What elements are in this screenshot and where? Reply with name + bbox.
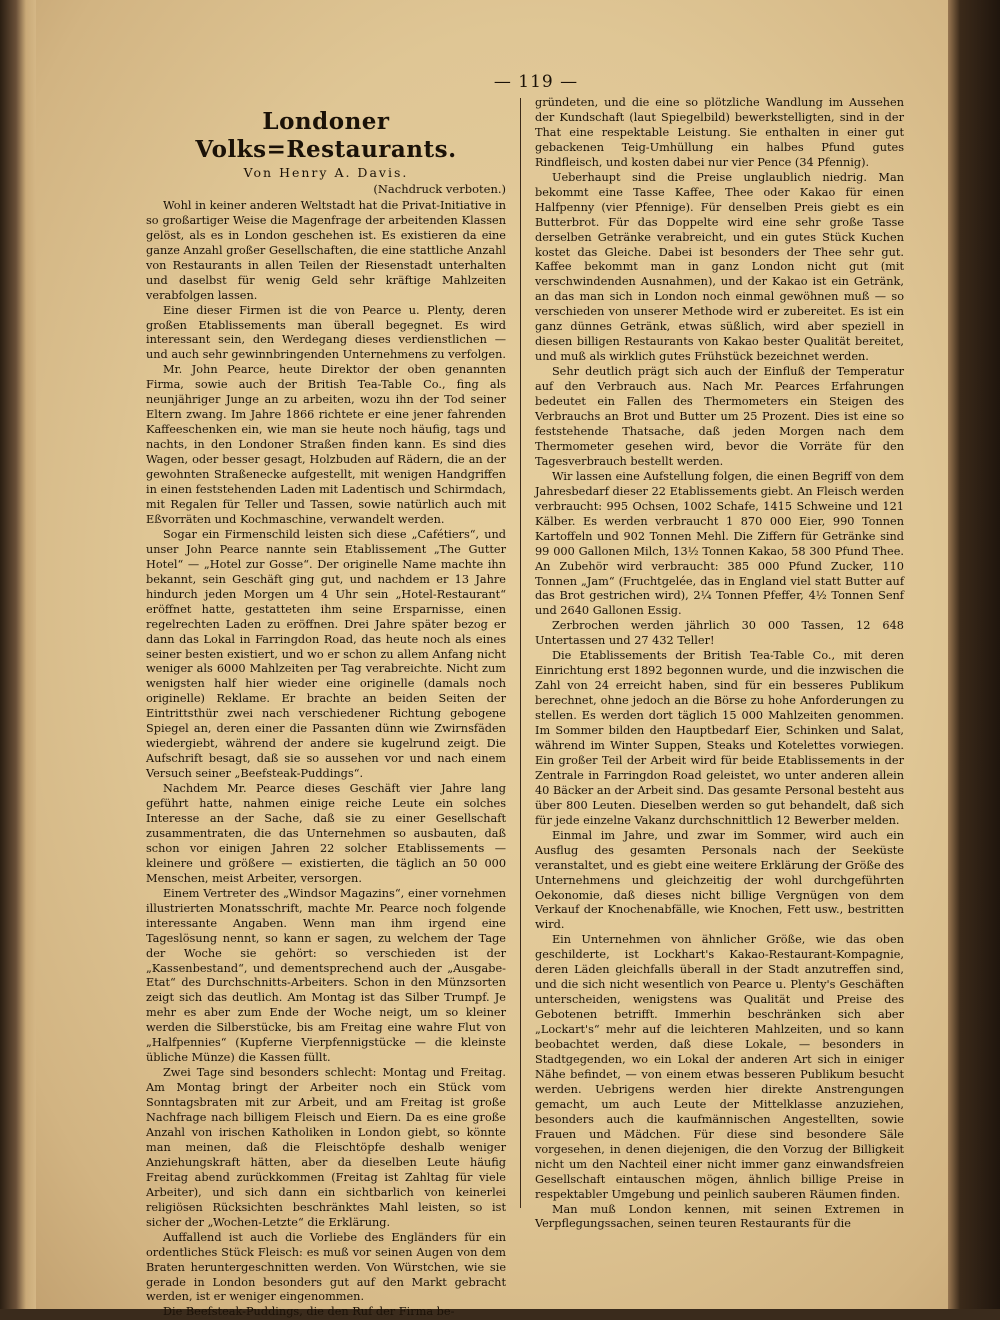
newspaper-page xyxy=(36,0,948,1319)
paragraph: Einmal im Jahre, und zwar im Sommer, wird auch ein Ausflug des gesamten Personals nach der Seeküste veranstaltet, und es giebt eine weitere Erklärung der Größe des Unternehmens und gleichzeitig der wohl durchgeführten Oekonomie, daß dieses nicht billige Vergnügen von dem Verkauf der Knochenabfälle, wie Knochen, Fett usw., bestritten wird. xyxy=(535,828,904,932)
paragraph: Sehr deutlich prägt sich auch der Einfluß der Temperatur auf den Verbrauch aus. Nach Mr. Pearces Erfahrungen bedeutet ein Fallen des Thermometers ein Steigen des Verbrauchs an Brot und Butter um 25 Prozent. Dies ist eine so feststehende Thatsache, daß jeden Morgen nach dem Thermometer gesehen wird, bevor die Vorräte für den Tagesverbrauch bestellt werden. xyxy=(535,365,904,468)
paragraph: gründeten, und die eine so plötzliche Wandlung im Aussehen der Kundschaft (laut Spiegelbild) bewerkstelligten, sind in der That eine respektable Leistung. Sie enthalten in einer gut gebackenen Teig-Umhüllung ein halbes Pfund gutes Rindfleisch, und kosten dabei nur vier Pence (34 Pfennig). xyxy=(535,96,904,169)
copyright-note: (Nachdruck verboten.) xyxy=(373,181,506,196)
right-column xyxy=(535,96,904,1231)
paragraph: Ein Unternehmen von ähnlicher Größe, wie das oben geschilderte, ist Lockhart's Kakao-Restaurant-Kompagnie, deren Läden gleichfalls überall in der Stadt anzutreffen sind, und die sich nicht wesentlich von Pearce u. Plenty's Geschäften unterscheiden, wenigstens was Qualität und Preise des Gebotenen betrifft. Immerhin beschränken sich aber „Lockart's“ mehr auf die leichteren Mahlzeiten, und so kann beobachtet werden, daß diese Lokale, — besonders in Stadtgegenden, wo ein Lokal der anderen Art sich in einiger Nähe befindet, — von einem etwas besseren Publikum besucht werden. Uebrigens werden hier direkte Anstrengungen gemacht, um auch Leute der Mittelklasse anzuziehen, besonders auch die kaufmännischen Angestellten, sowie Frauen und Mädchen. Für diese sind besondere Säle vorgesehen, in denen diejenigen, die den Vorzug der Billigkeit nicht um den Nachteil einer nicht immer ganz einwandsfreien Gesellschaft eintauschen mögen, ähnlich billige Preise in respektabler Umgebung und peinlich sauberen Räumen finden. xyxy=(535,933,904,1201)
column-divider xyxy=(520,98,521,1208)
paragraph: Einem Vertreter des „Windsor Magazins“, einer vornehmen illustrierten Monatsschrift, machte Mr. Pearce noch folgende interessante Angaben. Wenn man ihm irgend eine Tageslösung nennt, so kann er sagen, zu welchem der Tage der Woche sie gehört: so verschieden ist der „Kassenbestand“, und dementsprechend auch der „Ausgabe-Etat“ des Durchschnitts-Arbeiters. Schon in den Münzsorten zeigt sich das deutlich. Am Montag ist das Silber Trumpf. Je mehr es aber zum Ende der Woche neigt, um so kleiner werden die Silberstücke, bis am Freitag eine wahre Flut von „Halfpennies“ (Kupferne Vierpfennigstücke — die kleinste übliche Münze) die Kassen füllt. xyxy=(146,886,506,1065)
page-number: — 119 — xyxy=(493,72,579,92)
paragraph: Wohl in keiner anderen Weltstadt hat die Privat-Initiative in so großartiger Weise die Magenfrage der arbeitenden Klassen gelöst, als es in London geschehen ist. Es existieren da eine ganze Anzahl großer Gesellschaften, die eine stattliche Anzahl von Restaurants in allen Teilen der Riesenstadt unterhalten und daselbst für wenig Geld sehr kräftige Mahlzeiten verabfolgen lassen. xyxy=(146,198,506,302)
paragraph: Zerbrochen werden jährlich 30 000 Tassen, 12 648 Untertassen und 27 432 Teller! xyxy=(535,619,904,648)
paragraph: Ueberhaupt sind die Preise unglaublich niedrig. Man bekommt eine Tasse Kaffee, Thee oder Kakao für einen Halfpenny (vier Pfennige). Für denselben Preis giebt es ein Butterbrot. Für das Doppelte wird eine sehr große Tasse derselben Getränke verabreicht, und ein gutes Stück Kuchen kostet das Gleiche. Dabei ist besonders der Thee sehr gut. Kaffee bekommt man in ganz London nicht gut (mit verschwindenden Ausnahmen), und der Kakao ist ein Getränk, an das man sich in London noch einmal gewöhnen muß — so verschieden von unserer Methode wird er zubereitet. Es ist ein ganz dünnes Getränk, etwas süßlich, wird aber speziell in diesen billigen Restaurants von Kakao bester Qualität bereitet, und muß als wirklich gutes Frühstück bezeichnet werden. xyxy=(535,170,904,364)
paragraph: Nachdem Mr. Pearce dieses Geschäft vier Jahre lang geführt hatte, nahmen einige reiche Leute ein solches Interesse an der Sache, daß sie zu einer Gesellschaft zusammentraten, die das Unternehmen so ausbauten, daß schon vor einigen Jahren 22 solcher Etablissements — kleinere und größere — existierten, die täglich an 50 000 Menschen, meist Arbeiter, versorgen. xyxy=(146,782,506,885)
byline: Von Henry A. Davis. xyxy=(243,165,409,180)
paragraph: Die Etablissements der British Tea-Table Co., mit deren Einrichtung erst 1892 begonnen wurde, und die inzwischen die Zahl von 24 erreicht haben, sind für ein besseres Publikum berechnet, ohne jedoch an die Börse zu hohe Anforderungen zu stellen. Es werden dort täglich 15 000 Mahlzeiten genommen. Im Sommer bilden den Hauptbedarf Eier, Schinken und Salat, während im Winter Suppen, Steaks und Kotelettes vorwiegen. Ein großer Teil der Arbeit wird für beide Etablissements in der Zentrale in Farringdon Road geleistet, wo unter anderen allein 40 Bäcker an der Arbeit sind. Das gesamte Personal besteht aus über 800 Leuten. Dieselben werden so gut behandelt, daß sich für jede einzelne Vakanz durchschnittlich 12 Bewerber melden. xyxy=(535,649,904,827)
paragraph: Sogar ein Firmenschild leisten sich diese „Cafétiers“, und unser John Pearce nannte sein Etablissement „The Gutter Hotel“ — „Hotel zur Gosse“. Der originelle Name machte ihn bekannt, sein Geschäft ging gut, und nachdem er 13 Jahre hindurch jeden Morgen um 4 Uhr sein „Hotel-Restaurant“ eröffnet hatte, gestatteten ihm seine Ersparnisse, einen regelrechten Laden zu eröffnen. Drei Jahre später bezog er dann das Lokal in Farringdon Road, das heute noch als eines seiner besten existiert, und wo er schon zu allem Anfang nicht weniger als 6000 Mahlzeiten per Tag verabreichte. Nicht zum wenigsten half hier wieder eine originelle (damals noch originelle) Reklame. Er brachte an beiden Seiten der Eintrittsthür zwei nach verschiedener Richtung gebogene Spiegel an, deren einer die Passanten dünn wie Zwirnsfäden wiedergiebt, während der andere sie kugelrund zeigt. Die Aufschrift besagt, daß sie so aussehen vor und nach einem Versuch seiner „Beefsteak-Puddings“. xyxy=(146,527,506,781)
paragraph: Man muß London kennen, mit seinen Extremen in Verpflegungssachen, seinen teuren Restaurants für die xyxy=(535,1202,904,1231)
paragraph: Wir lassen eine Aufstellung folgen, die einen Begriff von dem Jahresbedarf dieser 22 Etablissements giebt. An Fleisch werden verbraucht: 995 Ochsen, 1002 Schafe, 1415 Schweine und 121 Kälber. Es werden verbraucht 1 870 000 Eier, 990 Tonnen Kartoffeln und 902 Tonnen Mehl. Die Ziffern für Getränke sind 99 000 Gallonen Milch, 13½ Tonnen Kakao, 58 300 Pfund Thee. An Zubehör wird verbraucht: 385 000 Pfund Zucker, 110 Tonnen „Jam“ (Fruchtgelée, das in England viel statt Butter auf das Brot gestrichen wird), 2¼ Tonnen Pfeffer, 4½ Tonnen Senf und 2640 Gallonen Essig. xyxy=(535,469,904,618)
left-column xyxy=(146,96,506,1319)
paragraph: Die Beefsteak-Puddings, die den Ruf der Firma be- xyxy=(162,1305,455,1319)
paragraph: Mr. John Pearce, heute Direktor der oben genannten Firma, sowie auch der British Tea-Table Co., fing als neunjähriger Junge an zu arbeiten, wozu ihn der Tod seiner Eltern zwang. Im Jahre 1866 richtete er eine jener fahrenden Kaffeeschenken ein, wie man sie heute noch häufig, tags und nachts, in den Londoner Straßen finden kann. Es sind dies Wagen, oder besser gesagt, Holzbuden auf Rädern, die an der gewohnten Straßenecke aufgestellt, mit wenigen Handgriffen in einen feststehenden Laden mit Ladentisch und Schirmdach, mit Regalen für Teller und Tassen, sowie natürlich auch mit Eßvorräten und Kochmaschine, verwandelt werden. xyxy=(146,363,506,526)
paragraph: Auffallend ist auch die Vorliebe des Engländers für ein ordentliches Stück Fleisch: es muß vor seinen Augen von dem Braten heruntergeschnitten werden. Von Würstchen, wie sie gerade in London besonders gut auf den Markt gebracht werden, ist er weniger eingenommen. xyxy=(146,1230,506,1304)
article-title: Londoner Volks=Restaurants. xyxy=(195,108,457,163)
paragraph: Eine dieser Firmen ist die von Pearce u. Plenty, deren großen Etablissements man überall begegnet. Es wird interessant sein, den Werdegang dieses verdienstlichen — und auch sehr gewinnbringenden Unternehmens zu verfolgen. xyxy=(146,303,506,362)
paragraph: Zwei Tage sind besonders schlecht: Montag und Freitag. Am Montag bringt der Arbeiter noch ein Stück vom Sonntagsbraten mit zur Arbeit, und am Freitag ist große Nachfrage nach billigem Fleisch und Eiern. Da es eine große Anzahl von irischen Katholiken in London giebt, so könnte man meinen, daß die Fleischtöpfe deshalb weniger Anziehungskraft hätten, aber da dieselben Leute häufig Freitag abend zurückkommen (Freitag ist Zahltag für viele Arbeiter), und sich dann ein sichtbarlich von keinerlei religiösen Rücksichten beschränktes Mahl leisten, so ist sicher der „Wochen-Letzte“ die Erklärung. xyxy=(146,1066,506,1229)
